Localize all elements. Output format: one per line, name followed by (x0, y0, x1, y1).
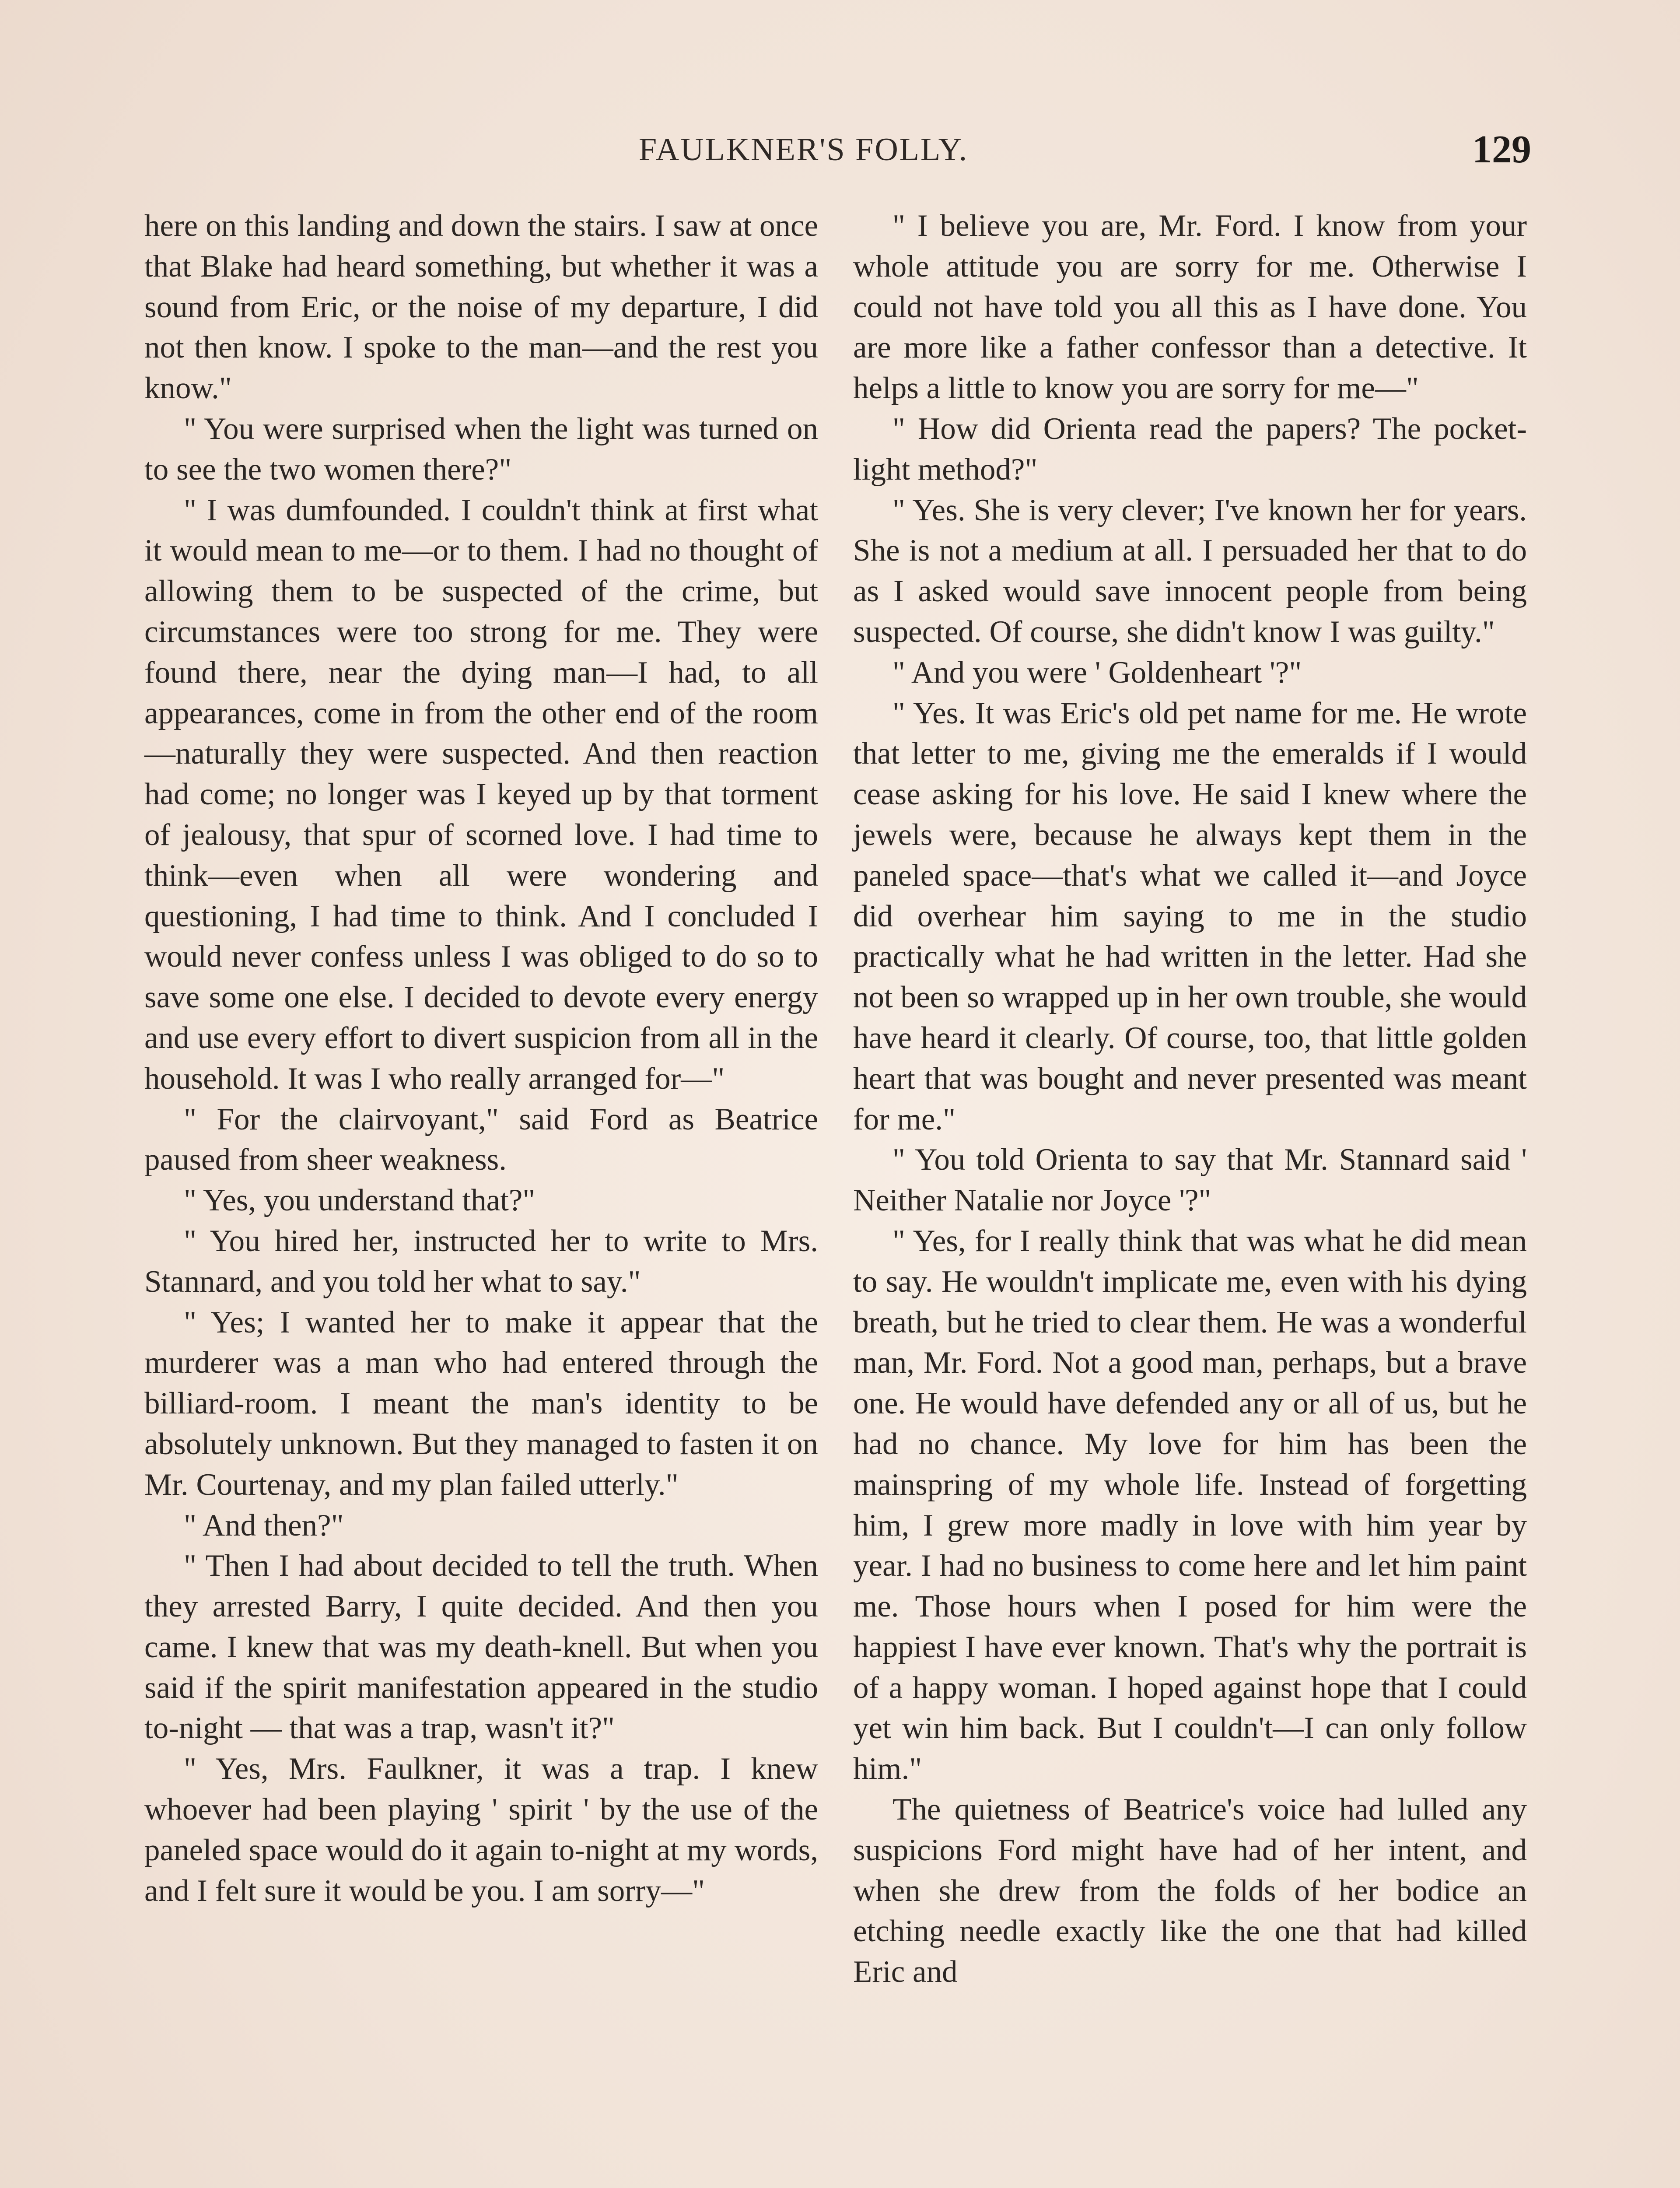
paragraph: " How did Orienta read the papers? The pocket-light method?" (853, 411, 1527, 487)
paragraph: " Yes; I wanted her to make it appear that the murderer was a man who had entered through the billiard-room. I meant the man's identity to be absolutely unknown. But they managed to fasten it on Mr. Courtenay, and my plan failed utterly." (144, 1305, 818, 1502)
paragraph: here on this landing and down the stairs. I saw at once that Blake had heard something, but whether it was a sound from Eric, or the noise of my departure, I did not then know. I spoke to the man—and the rest you know." (144, 209, 818, 406)
paragraph: The quietness of Beatrice's voice had lulled any suspicions Ford might have had of her intent, and when she drew from the folds of her bodice an etching needle exactly like the one that had killed Eric and (853, 1792, 1527, 1989)
paragraph: " You were surprised when the light was turned on to see the two women there?" (144, 411, 818, 487)
paragraph: " Yes. She is very clever; I've known her for years. She is not a medium at all. I persuaded her that to do as I asked would save innocent people from being suspected. Of course, she didn't know I was guilty." (853, 493, 1527, 649)
right-column (853, 206, 1527, 1992)
paragraph: " I believe you are, Mr. Ford. I know from your whole attitude you are sorry for me. Otherwise I could not have told you all this as I have done. You are more like a father confessor than a detective. It helps a little to know you are sorry for me—" (853, 209, 1527, 406)
paragraph: " For the clairvoyant," said Ford as Beatrice paused from sheer weakness. (144, 1102, 818, 1177)
paragraph: " Then I had about decided to tell the truth. When they arrested Barry, I quite decided. And then you came. I knew that was my death-knell. But when you said if the spirit manifestation appeared in the studio to-night — that was a trap, wasn't it?" (144, 1549, 818, 1746)
running-title: FAULKNER'S FOLLY. (639, 132, 969, 168)
paragraph: " Yes, Mrs. Faulkner, it was a trap. I knew whoever had been playing ' spirit ' by the use of the paneled space would do it again to-night at my words, and I felt sure it would be you. I am sorry—" (144, 1752, 818, 1908)
paragraph: " Yes, you understand that?" (184, 1183, 536, 1218)
paragraph: " You told Orienta to say that Mr. Stannard said ' Neither Natalie nor Joyce '?" (853, 1143, 1527, 1218)
left-column (144, 206, 818, 1911)
paragraph: " Yes, for I really think that was what he did mean to say. He wouldn't implicate me, even with his dying breath, but he tried to clear them. He was a wonderful man, Mr. Ford. Not a good man, perhaps, but a brave one. He would have defended any or all of us, but he had no chance. My love for him has been the mainspring of my whole life. Instead of forgetting him, I grew more madly in love with him year by year. I had no business to come here and let him paint me. Those hours when I posed for him were the happiest I have ever known. That's why the portrait is of a happy woman. I hoped against hope that I could yet win him back. But I couldn't—I can only follow him." (853, 1224, 1527, 1786)
paragraph: " And then?" (184, 1508, 344, 1543)
page-number: 129 (1472, 128, 1531, 171)
paragraph: " You hired her, instructed her to write to Mrs. Stannard, and you told her what to say." (144, 1224, 818, 1299)
paragraph: " Yes. It was Eric's old pet name for me. He wrote that letter to me, giving me the emeralds if I would cease asking for his love. He said I knew where the jewels were, because he always kept them in the paneled space—that's what we called it—and Joyce did overhear him saying to me in the studio practically what he had written in the letter. Had she not been so wrapped up in her own trouble, she would have heard it clearly. Of course, too, that little golden heart that was bought and never presented was meant for me." (853, 696, 1527, 1136)
paragraph: " And you were ' Goldenheart '?" (892, 655, 1302, 690)
paragraph: " I was dumfounded. I couldn't think at first what it would mean to me—or to them. I had no thought of allowing them to be suspected of the crime, but circumstances were too strong for me. They were found there, near the dying man—I had, to all appearances, come in from the other end of the room—naturally they were suspected. And then reaction had come; no longer was I keyed up by that torment of jealousy, that spur of scorned love. I had time to think—even when all were wondering and questioning, I had time to think. And I concluded I would never confess unless I was obliged to do so to save some one else. I decided to devote every energy and use every effort to divert suspicion from all in the household. It was I who really arranged for—" (144, 493, 818, 1096)
